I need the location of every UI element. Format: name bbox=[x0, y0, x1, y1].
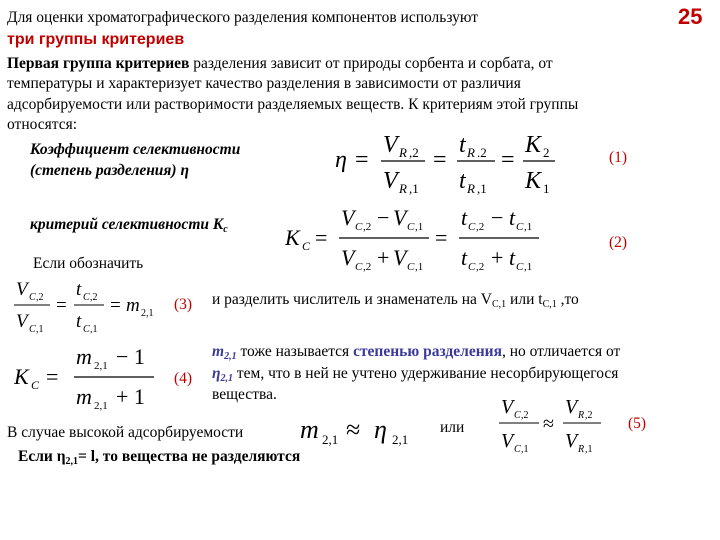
divide-note: и разделить числитель и знаменатель на $V_{C,1}$ или $t_{C,1}$ ,то bbox=[212, 291, 579, 310]
or-text: или bbox=[440, 419, 465, 436]
svg-text:K: K bbox=[14, 364, 29, 389]
svg-text:C: C bbox=[355, 261, 363, 273]
svg-text:C: C bbox=[302, 239, 311, 253]
svg-text:,2: ,2 bbox=[363, 261, 372, 273]
svg-text:C: C bbox=[355, 221, 363, 233]
approx-equation bbox=[298, 408, 424, 448]
svg-text:m: m bbox=[76, 344, 92, 369]
svg-text:R: R bbox=[399, 145, 407, 160]
equation-3 bbox=[14, 275, 164, 337]
m21-note-line-3: вещества. bbox=[212, 386, 277, 403]
svg-text:V: V bbox=[383, 132, 398, 158]
equation-2 bbox=[285, 203, 550, 275]
svg-text:,2: ,2 bbox=[90, 292, 98, 303]
svg-text:2: 2 bbox=[543, 145, 550, 160]
svg-text:,1: ,1 bbox=[415, 221, 424, 233]
svg-text:=: = bbox=[46, 364, 59, 389]
equation-1 bbox=[335, 122, 565, 196]
svg-text:t: t bbox=[76, 279, 82, 300]
equation-5 bbox=[497, 392, 607, 456]
svg-text:,2: ,2 bbox=[476, 261, 485, 273]
svg-text:m: m bbox=[76, 384, 92, 409]
svg-text:V: V bbox=[501, 396, 514, 418]
svg-text:R: R bbox=[578, 410, 585, 421]
svg-text:t: t bbox=[509, 245, 516, 270]
intro-lead: Первая группа критериев bbox=[7, 55, 190, 72]
svg-text:2,1: 2,1 bbox=[322, 432, 339, 447]
svg-text:=: = bbox=[355, 147, 369, 173]
eq-number-1: (1) bbox=[609, 149, 628, 166]
svg-text:,2: ,2 bbox=[585, 410, 593, 421]
svg-text:V: V bbox=[393, 205, 407, 230]
svg-text:,2: ,2 bbox=[521, 410, 529, 421]
svg-text:C: C bbox=[468, 261, 476, 273]
svg-text:t: t bbox=[76, 311, 82, 332]
svg-text:2,1: 2,1 bbox=[94, 400, 108, 412]
selectivity-coef-label: Коэффициент селективности bbox=[30, 141, 241, 158]
svg-text:2,1: 2,1 bbox=[392, 432, 409, 447]
svg-text:,1: ,1 bbox=[90, 324, 98, 335]
svg-text:,1: ,1 bbox=[415, 261, 424, 273]
svg-text:V: V bbox=[16, 279, 28, 300]
svg-text:V: V bbox=[341, 245, 355, 270]
intro-line-3: адсорбируемости или растворимости разделяемых веществ. К критериям этой группы bbox=[7, 96, 579, 113]
eq-number-2: (2) bbox=[609, 234, 628, 251]
header-line-1: Для оценки хроматографического разделения компонентов используют bbox=[7, 9, 479, 26]
svg-text:C: C bbox=[407, 261, 415, 273]
svg-text:C: C bbox=[514, 444, 521, 455]
svg-text:V: V bbox=[565, 396, 578, 418]
svg-text:t: t bbox=[509, 205, 516, 230]
equation-4 bbox=[14, 342, 164, 414]
svg-text:+ 1: + 1 bbox=[116, 384, 145, 409]
svg-text:η: η bbox=[374, 415, 387, 444]
svg-text:,1: ,1 bbox=[524, 221, 533, 233]
svg-text:+: + bbox=[491, 245, 504, 270]
svg-text:C: C bbox=[31, 378, 40, 392]
intro-line-2: температуры и характеризует качество разделения в зависимости от различия bbox=[7, 75, 521, 92]
intro-lead-rest: разделения зависит от природы сорбента и сорбата, от bbox=[189, 55, 553, 72]
header-line-2: три группы критериев bbox=[7, 31, 185, 48]
svg-text:=: = bbox=[56, 295, 67, 316]
svg-text:t: t bbox=[459, 132, 466, 158]
svg-text:=: = bbox=[435, 225, 448, 250]
svg-text:K: K bbox=[285, 225, 300, 250]
svg-text:1: 1 bbox=[543, 181, 550, 196]
svg-text:V: V bbox=[16, 311, 28, 332]
svg-text:=: = bbox=[110, 295, 121, 316]
svg-text:C: C bbox=[83, 324, 90, 335]
eq-number-4: (4) bbox=[174, 370, 193, 387]
svg-text:,1: ,1 bbox=[524, 261, 533, 273]
svg-text:R: R bbox=[399, 181, 407, 196]
separation-degree-label: (степень разделения) η bbox=[30, 162, 189, 179]
svg-text:− 1: − 1 bbox=[116, 344, 145, 369]
svg-text:V: V bbox=[383, 168, 398, 194]
svg-text:t: t bbox=[461, 205, 468, 230]
svg-text:+: + bbox=[377, 245, 390, 270]
svg-text:≈: ≈ bbox=[346, 415, 361, 444]
svg-text:R: R bbox=[467, 181, 475, 196]
m21-note-line-1: $m_{2,1}$ тоже называется степенью разделения, но отличается от bbox=[212, 343, 621, 362]
svg-text:,1: ,1 bbox=[521, 444, 529, 455]
svg-text:.2: .2 bbox=[477, 145, 487, 160]
svg-text:C: C bbox=[83, 292, 90, 303]
eq-number-3: (3) bbox=[174, 296, 193, 313]
svg-text:V: V bbox=[393, 245, 407, 270]
svg-text:=: = bbox=[501, 147, 515, 173]
svg-text:V: V bbox=[565, 430, 578, 452]
svg-text:,2: ,2 bbox=[36, 292, 44, 303]
svg-text:R: R bbox=[578, 444, 585, 455]
svg-text:V: V bbox=[341, 205, 355, 230]
svg-text:C: C bbox=[516, 221, 524, 233]
svg-text:−: − bbox=[491, 205, 504, 230]
high-adsorb-text: В случае высокой адсорбируемости bbox=[7, 424, 244, 441]
svg-text:2,1: 2,1 bbox=[94, 360, 108, 372]
no-separation-note: Если $\eta_{2,1}= l$, то вещества не разделяются bbox=[18, 448, 301, 467]
slide-number: 25 bbox=[678, 4, 703, 29]
svg-text:,1: ,1 bbox=[409, 181, 419, 196]
intro-line-4: относятся: bbox=[7, 116, 78, 133]
svg-text:,1: ,1 bbox=[477, 181, 487, 196]
svg-text:K: K bbox=[525, 132, 542, 158]
svg-text:C: C bbox=[468, 221, 476, 233]
svg-text:2,1: 2,1 bbox=[141, 308, 154, 319]
svg-text:t: t bbox=[459, 168, 466, 194]
svg-text:C: C bbox=[407, 221, 415, 233]
svg-text:−: − bbox=[377, 205, 390, 230]
svg-text:C: C bbox=[516, 261, 524, 273]
svg-text:t: t bbox=[461, 245, 468, 270]
m21-note-line-2: $\eta_{2,1}$ тем, что в ней не учтено удерживание несорбирующегося bbox=[212, 365, 619, 384]
svg-text:,1: ,1 bbox=[36, 324, 44, 335]
if-denote-text: Если обозначить bbox=[33, 255, 144, 272]
svg-text:C: C bbox=[29, 324, 36, 335]
eq-number-5: (5) bbox=[628, 415, 647, 432]
svg-text:K: K bbox=[525, 168, 542, 194]
svg-text:V: V bbox=[501, 430, 514, 452]
svg-text:m: m bbox=[126, 295, 140, 316]
selectivity-criterion-label: критерий селективности $K_c$ bbox=[30, 216, 228, 235]
svg-text:≈: ≈ bbox=[543, 413, 554, 435]
svg-text:m: m bbox=[300, 415, 319, 444]
svg-text:,2: ,2 bbox=[409, 145, 419, 160]
svg-text:,1: ,1 bbox=[585, 444, 593, 455]
svg-text:η: η bbox=[335, 147, 347, 173]
svg-text:C: C bbox=[514, 410, 521, 421]
svg-text:C: C bbox=[29, 292, 36, 303]
svg-text:=: = bbox=[315, 225, 328, 250]
intro-line-1 bbox=[7, 54, 553, 73]
svg-text:R: R bbox=[467, 145, 475, 160]
svg-text:,2: ,2 bbox=[363, 221, 372, 233]
svg-text:=: = bbox=[433, 147, 447, 173]
svg-text:,2: ,2 bbox=[476, 221, 485, 233]
